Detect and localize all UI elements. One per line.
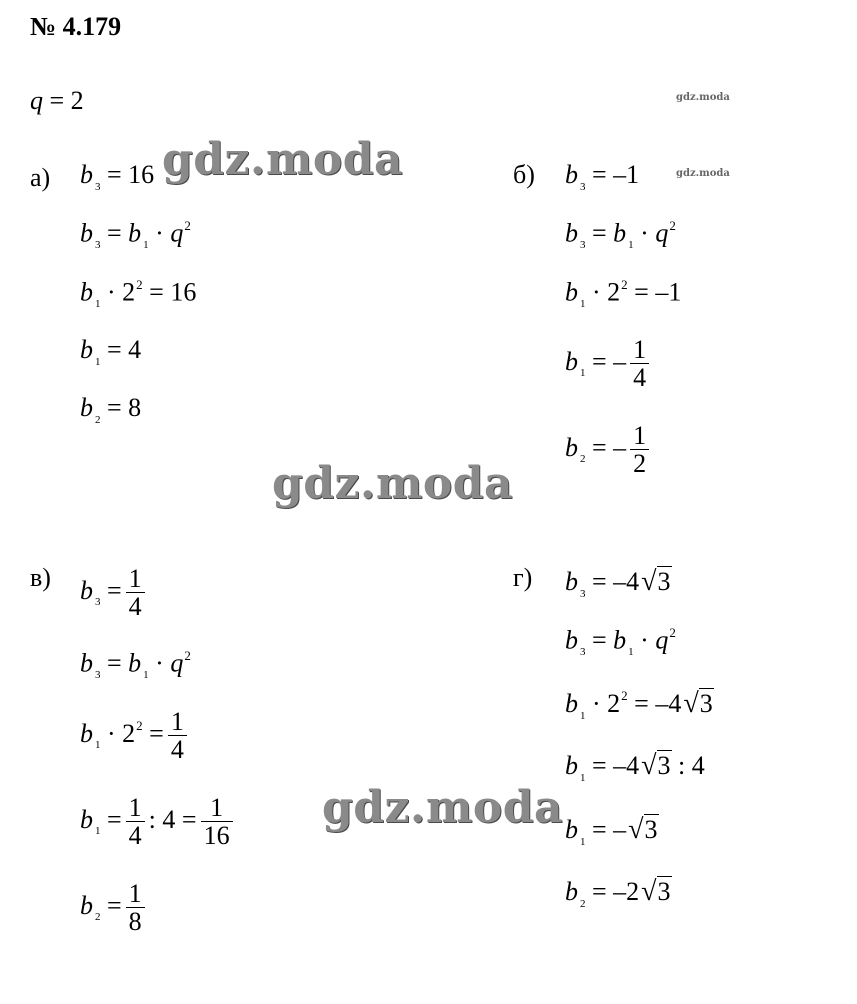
fraction: $\frac{1}{4}$ <box>168 708 187 764</box>
sqrt: √3 <box>641 566 671 597</box>
problem-number: № 4.179 <box>30 12 122 41</box>
part-g-line-1: b $_3$ = –4√3 <box>565 566 671 600</box>
part-v-line-4: b $_1$ = $\frac{1}{4}$ : 4 = $\frac{1}{16}$ <box>80 794 237 850</box>
fraction: $\frac{1}{4}$ <box>126 794 145 850</box>
part-label-g: г) <box>513 563 533 592</box>
fraction: $\frac{1}{2}$ <box>630 422 649 478</box>
part-v-line-2: b $_3$ = b $_1 \cdot q^2$ <box>80 648 191 682</box>
sqrt: √3 <box>628 814 658 845</box>
part-g-line-4: b $_1$ = –4√3 : 4 <box>565 750 705 784</box>
part-label-b: б) <box>513 160 535 189</box>
part-b-line-4: b $_1$ = – $\frac{1}{4}$ <box>565 336 653 392</box>
part-g-line-2: b $_3$ = b $_1 \cdot q^2$ <box>565 625 676 659</box>
part-b-line-3: b $_1 \cdot 2^2 = -1$ <box>565 277 682 311</box>
watermark-large: gdz.moda <box>272 458 514 509</box>
part-b-line-1: b $_3$ = –1 <box>565 160 640 193</box>
part-g-line-6: b $_2$ = –2√3 <box>565 876 671 910</box>
watermark-small: gdz.moda <box>676 92 730 103</box>
part-a-line-3: b $_1 \cdot 2^2 = 16$ <box>80 277 197 311</box>
watermark-large: gdz.moda <box>162 134 404 185</box>
part-v-line-3: b $_1 \cdot 2^2$ = $\frac{1}{4}$ <box>80 708 191 764</box>
watermark-small: gdz.moda <box>676 168 730 179</box>
fraction: $\frac{1}{4}$ <box>126 565 145 621</box>
sqrt: √3 <box>641 876 671 907</box>
sqrt: √3 <box>641 750 671 781</box>
watermark-large: gdz.moda <box>322 782 564 833</box>
fraction: $\frac{1}{4}$ <box>630 336 649 392</box>
part-v-line-1: b $_3$ = $\frac{1}{4}$ <box>80 565 149 621</box>
part-a-line-2: b $_3$ = b $_1 \cdot q^2$ <box>80 218 191 252</box>
part-a-line-1: b $_3$ = 16 <box>80 160 155 193</box>
part-g-line-3: b $_1 \cdot 2^2 = -4√3$ <box>565 688 713 722</box>
part-b-line-5: b $_2$ = – $\frac{1}{2}$ <box>565 422 653 478</box>
part-a-line-4: b $_1$ = 4 <box>80 335 142 368</box>
part-label-a: а) <box>30 163 51 192</box>
sqrt: √3 <box>683 688 713 719</box>
part-g-line-5: b $_1$ = –√3 <box>565 814 658 848</box>
part-a-line-5: b $_2$ = 8 <box>80 393 142 426</box>
given-q: q = 2 <box>30 86 84 115</box>
fraction: $\frac{1}{8}$ <box>126 880 145 936</box>
part-v-line-5: b $_2$ = $\frac{1}{8}$ <box>80 880 149 936</box>
fraction: $\frac{1}{16}$ <box>201 794 233 850</box>
part-b-line-2: b $_3$ = b $_1 \cdot q^2$ <box>565 218 676 252</box>
part-label-v: в) <box>30 563 51 592</box>
